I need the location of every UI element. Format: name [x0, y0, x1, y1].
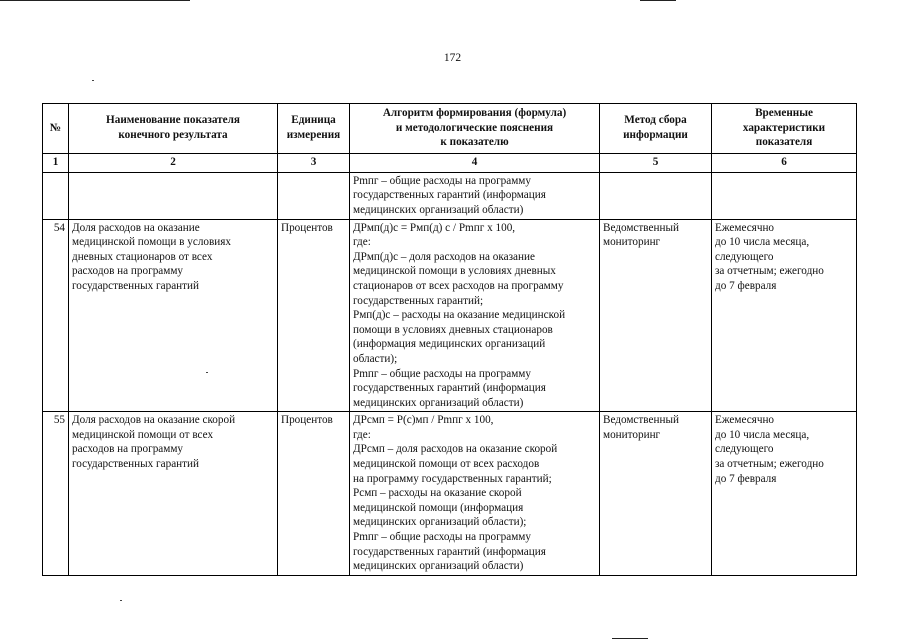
text-line: Ведомственный	[603, 414, 679, 427]
cell-timing	[712, 412, 857, 576]
header-timing	[712, 104, 857, 154]
text-line: медицинской помощи от всех расходов	[353, 458, 540, 471]
header-line: измерения	[286, 128, 341, 141]
header-line: информации	[623, 128, 688, 141]
indicator-table	[42, 103, 857, 576]
header-line: и методологические пояснения	[395, 121, 554, 134]
continuation-row	[43, 172, 857, 219]
text-line: (информация медицинских организаций	[353, 338, 546, 351]
column-number-row	[43, 153, 857, 172]
cell-number: 54	[43, 219, 69, 412]
text-line: государственных гарантий (информация	[353, 382, 546, 395]
text-line: медицинской помощи в условиях	[72, 236, 232, 249]
text-line: Рмп(д)с – расходы на оказание медицинской	[353, 309, 566, 322]
header-algorithm	[350, 104, 600, 154]
text-line: стационаров от всех расходов на программу	[353, 279, 564, 292]
cell-algorithm	[350, 219, 600, 412]
text-line: Доля расходов на оказание скорой	[72, 414, 236, 427]
cell-timing	[712, 219, 857, 412]
text-line: медицинских организаций области);	[353, 516, 527, 529]
cell-unit	[278, 172, 350, 219]
text-line: медицинских организаций области)	[353, 396, 524, 409]
text-line: Рmпг – общие расходы на программу	[353, 367, 531, 380]
cell-number: 55	[43, 412, 69, 576]
text-line: Ведомственный	[603, 221, 679, 234]
cell-unit: Процентов	[278, 219, 350, 412]
text-line: ДРмп(д)с – доля расходов на оказание	[353, 250, 535, 263]
text-line: за отчетным; ежегодно	[715, 458, 824, 471]
cell-method	[600, 219, 712, 412]
text-line: до 7 февраля	[715, 279, 777, 292]
text-line: медицинской помощи (информация	[353, 501, 524, 514]
text-line: государственных гарантий	[72, 279, 200, 292]
scan-edge-line-bottom	[612, 638, 648, 639]
header-line: Алгоритм формирования (формула)	[382, 107, 567, 119]
text-line: помощи в условиях дневных стационаров	[353, 323, 553, 336]
text-line: Ежемесячно	[715, 414, 775, 427]
column-number: 2	[69, 153, 278, 172]
text-line: где:	[353, 236, 371, 249]
column-number: 4	[350, 153, 600, 172]
header-indicator-name	[69, 104, 278, 154]
header-line: конечного результата	[118, 128, 228, 141]
header-line: к показателю	[440, 136, 509, 149]
text-line: государственных гарантий (информация	[353, 545, 546, 558]
header-line: Метод сбора	[624, 114, 687, 127]
text-line: за отчетным; ежегодно	[715, 265, 824, 278]
page-number: 172	[443, 52, 462, 64]
text-line: медицинской помощи от всех	[72, 428, 214, 441]
cell-algorithm	[350, 412, 600, 576]
text-line: области);	[353, 352, 398, 365]
header-line: Наименование показателя	[106, 114, 240, 127]
text-line: мониторинг	[603, 236, 661, 249]
text-line: ДРмп(д)с = Рмп(д) с / Рmпг х 100,	[353, 221, 516, 234]
column-number: 1	[43, 153, 69, 172]
text-line: следующего	[715, 250, 774, 263]
text-line: Ежемесячно	[715, 221, 775, 234]
text-line: до 7 февраля	[715, 472, 777, 485]
header-line: Временные	[755, 107, 813, 119]
text-line: Рсмп – расходы на оказание скорой	[353, 487, 522, 500]
text-line: медицинских организаций области)	[353, 203, 524, 216]
table-row	[43, 412, 857, 576]
header-number: №	[43, 104, 69, 154]
column-number: 6	[712, 153, 857, 172]
header-line: характеристики	[742, 121, 826, 134]
text-line: ДРсмп = Р(с)мп / Рmпг х 100,	[353, 414, 494, 427]
text-line: на программу государственных гарантий;	[353, 472, 552, 485]
text-line: до 10 числа месяца,	[715, 236, 810, 249]
scan-edge-line-top-right	[640, 0, 676, 1]
text-line: мониторинг	[603, 428, 661, 441]
cell-name	[69, 412, 278, 576]
header-line: Единица	[291, 114, 336, 127]
text-line: Рmпг – общие расходы на программу	[353, 531, 531, 544]
cell-algorithm	[350, 172, 600, 219]
text-line: следующего	[715, 443, 774, 456]
scan-speck	[92, 80, 94, 81]
text-line: дневных стационаров от всех	[72, 250, 213, 263]
header-row	[43, 104, 857, 154]
text-line: государственных гарантий	[72, 458, 200, 471]
scan-edge-line-top-left	[0, 0, 190, 1]
text-line: расходов на программу	[72, 265, 184, 278]
cell-unit: Процентов	[278, 412, 350, 576]
table-row	[43, 219, 857, 412]
text-line: до 10 числа месяца,	[715, 428, 810, 441]
cell-method	[600, 172, 712, 219]
header-line: показателя	[755, 136, 813, 149]
cell-timing	[712, 172, 857, 219]
text-line: государственных гарантий;	[353, 294, 484, 307]
text-line: Доля расходов на оказание	[72, 221, 200, 234]
cell-name	[69, 172, 278, 219]
column-number: 3	[278, 153, 350, 172]
text-line: медицинской помощи в условиях дневных	[353, 265, 556, 278]
cell-number	[43, 172, 69, 219]
scan-speck	[120, 600, 122, 601]
text-line: государственных гарантий (информация	[353, 189, 546, 202]
header-unit	[278, 104, 350, 154]
text-line: ДРсмп – доля расходов на оказание скорой	[353, 443, 558, 456]
text-line: расходов на программу	[72, 443, 184, 456]
text-line: где:	[353, 428, 371, 441]
cell-name	[69, 219, 278, 412]
header-method	[600, 104, 712, 154]
text-line: Рmпг – общие расходы на программу	[353, 174, 531, 187]
text-line: медицинских организаций области)	[353, 560, 524, 573]
column-number: 5	[600, 153, 712, 172]
cell-method	[600, 412, 712, 576]
